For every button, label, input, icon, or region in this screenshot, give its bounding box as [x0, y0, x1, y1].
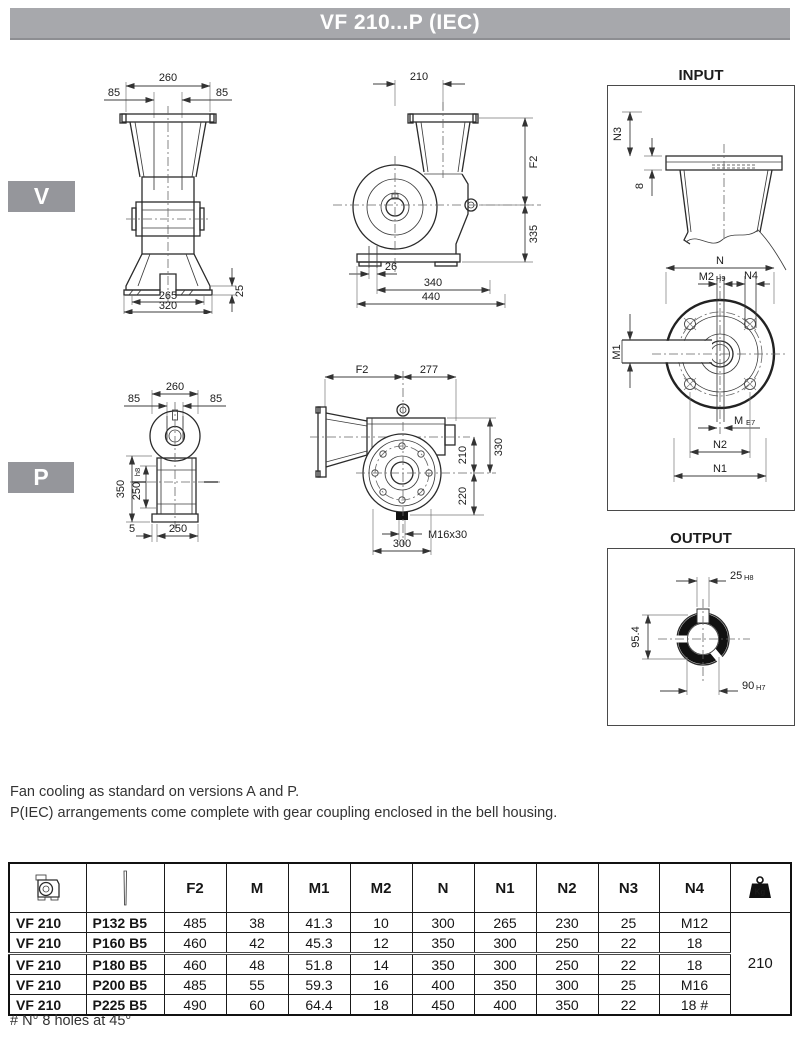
value-cell: 350 [474, 975, 536, 995]
input-title: INPUT [678, 67, 724, 84]
motor-cell: P225 B5 [86, 995, 164, 1016]
value-cell: 300 [474, 954, 536, 975]
col-n2: N2 [536, 863, 598, 913]
value-cell: 350 [412, 954, 474, 975]
dim-277: 277 [419, 364, 439, 376]
dim-440: 440 [421, 291, 441, 303]
col-n3: N3 [598, 863, 659, 913]
value-cell: 64.4 [288, 995, 350, 1016]
spec-table-body [9, 913, 791, 1016]
value-cell: 22 [598, 954, 659, 975]
dim-f2: F2 [528, 155, 540, 169]
dim-210: 210 [457, 445, 469, 465]
value-cell: 41.3 [288, 913, 350, 933]
v-side-drawing [285, 62, 575, 317]
value-cell: 485 [164, 975, 226, 995]
dim-260: 260 [158, 72, 178, 84]
value-cell: M16 [659, 975, 730, 995]
spec-table [8, 862, 792, 1016]
value-cell: 485 [164, 913, 226, 933]
value-cell: 250 [536, 933, 598, 954]
dim-f2: F2 [355, 364, 369, 376]
dim-5: 5 [128, 523, 136, 535]
dim-25h8-tol: H8 [744, 573, 754, 582]
value-cell: 250 [536, 954, 598, 975]
dim-n1: N1 [712, 463, 728, 475]
value-cell: 22 [598, 995, 659, 1016]
notes [10, 782, 557, 824]
page-title: VF 210...P (IEC) [10, 8, 790, 40]
value-cell: 14 [350, 954, 412, 975]
weight-icon-header [730, 863, 791, 913]
value-cell: 490 [164, 995, 226, 1016]
dim-95-4: 95.4 [630, 626, 642, 648]
dim-300: 300 [392, 538, 412, 550]
p-side-dims-top [325, 364, 456, 421]
motor-cell: P132 B5 [86, 913, 164, 933]
weight-cell: 210 [730, 913, 791, 1016]
dim-85-left: 85 [127, 393, 141, 405]
dim-90h7-tol: H7 [756, 683, 766, 692]
col-n4: N4 [659, 863, 730, 913]
output-bore [658, 599, 750, 683]
value-cell: 300 [536, 975, 598, 995]
motor-cell: P180 B5 [86, 954, 164, 975]
output-title: OUTPUT [670, 530, 732, 547]
gearbox-icon-header [9, 863, 86, 913]
value-cell: 460 [164, 954, 226, 975]
table-row [9, 913, 791, 933]
value-cell: 42 [226, 933, 288, 954]
dim-25h8: 25 [730, 570, 743, 582]
weight-kg-icon [747, 875, 773, 901]
output-dims [630, 570, 766, 695]
col-m: M [226, 863, 288, 913]
col-n: N [412, 863, 474, 913]
dim-320: 320 [158, 300, 178, 312]
version-badge-p: P [8, 462, 74, 493]
value-cell: 25 [598, 975, 659, 995]
model-cell: VF 210 [9, 995, 86, 1016]
col-f2: F2 [164, 863, 226, 913]
gearbox-icon [30, 872, 66, 904]
v-front-drawing [80, 62, 250, 314]
version-badge-v: V [8, 181, 75, 212]
input-flange-face [611, 255, 788, 482]
kg-label: Kg [754, 887, 766, 897]
value-cell: M12 [659, 913, 730, 933]
dim-8: 8 [634, 182, 646, 190]
value-cell: 48 [226, 954, 288, 975]
table-row [9, 975, 791, 995]
dim-25: 25 [234, 284, 246, 298]
value-cell: 18 [350, 995, 412, 1016]
value-cell: 51.8 [288, 954, 350, 975]
drain-plug [396, 512, 408, 520]
value-cell: 400 [412, 975, 474, 995]
col-m1: M1 [288, 863, 350, 913]
dim-n4: N4 [743, 270, 759, 282]
value-cell: 45.3 [288, 933, 350, 954]
input-drawing [608, 86, 792, 508]
table-row [9, 954, 791, 975]
motor-cell: P160 B5 [86, 933, 164, 954]
dim-90h7: 90 [742, 680, 755, 692]
motor-shaft-icon [119, 869, 131, 907]
p-front-dims-left [115, 456, 157, 522]
footnote: # N° 8 holes at 45° [10, 1013, 132, 1029]
motor-shaft-icon-header [86, 863, 164, 913]
model-cell: VF 210 [9, 913, 86, 933]
p-front-drawing [80, 372, 245, 560]
model-cell: VF 210 [9, 933, 86, 954]
dim-220: 220 [457, 486, 469, 506]
dim-m2-tol: H9 [716, 274, 726, 283]
p-side-drawing [298, 363, 533, 568]
table-row [9, 995, 791, 1016]
v-side-dims-right [462, 118, 540, 262]
value-cell: 300 [412, 913, 474, 933]
value-cell: 18 [659, 954, 730, 975]
dim-350: 350 [115, 479, 127, 499]
dim-250: 250 [168, 523, 188, 535]
value-cell: 400 [474, 995, 536, 1016]
note-line-1: Fan cooling as standard on versions A and P. [10, 784, 300, 800]
col-n1: N1 [474, 863, 536, 913]
output-panel [607, 531, 795, 726]
dim-335: 335 [528, 224, 540, 244]
dim-85-right: 85 [209, 393, 223, 405]
value-cell: 350 [412, 933, 474, 954]
dim-m16x30: M16x30 [428, 529, 468, 541]
dim-n3: N3 [612, 126, 624, 142]
p-front-body [130, 402, 220, 532]
dim-m-tol: E7 [746, 418, 756, 427]
model-cell: VF 210 [9, 975, 86, 995]
value-cell: 22 [598, 933, 659, 954]
input-bell-section [612, 112, 786, 270]
note-line-2: P(IEC) arrangements come complete with gear coupling enclosed in the bell housing. [10, 805, 558, 821]
dim-m: M [734, 415, 744, 427]
col-m2: M2 [350, 863, 412, 913]
value-cell: 350 [536, 995, 598, 1016]
value-cell: 10 [350, 913, 412, 933]
dim-250h8-tol: h8 [133, 467, 142, 477]
dim-n: N [716, 255, 724, 267]
value-cell: 18 [659, 933, 730, 954]
motor-cell: P200 B5 [86, 975, 164, 995]
value-cell: 460 [164, 933, 226, 954]
v-side-body [333, 102, 541, 274]
dim-85-left: 85 [107, 87, 121, 99]
p-front-dims-bottom [129, 523, 198, 542]
dim-330: 330 [493, 437, 505, 457]
value-cell: 59.3 [288, 975, 350, 995]
dim-250h8: 250 [131, 481, 143, 501]
value-cell: 265 [474, 913, 536, 933]
dim-n2: N2 [712, 439, 728, 451]
model-cell: VF 210 [9, 954, 86, 975]
dim-340: 340 [423, 277, 443, 289]
value-cell: 55 [226, 975, 288, 995]
value-cell: 300 [474, 933, 536, 954]
dim-26: 26 [384, 261, 398, 273]
v-side-dims-bottom [349, 261, 505, 308]
dim-m1: M1 [611, 344, 623, 360]
value-cell: 60 [226, 995, 288, 1016]
v-side-dims-top [373, 71, 465, 110]
value-cell: 38 [226, 913, 288, 933]
v-front-body [120, 106, 216, 302]
p-side-dims-bottom [373, 509, 467, 555]
input-panel [607, 68, 795, 511]
dim-265: 265 [158, 290, 178, 302]
value-cell: 18 # [659, 995, 730, 1016]
value-cell: 25 [598, 913, 659, 933]
output-drawing [608, 549, 792, 723]
value-cell: 16 [350, 975, 412, 995]
value-cell: 450 [412, 995, 474, 1016]
dim-85-right: 85 [215, 87, 229, 99]
value-cell: 12 [350, 933, 412, 954]
dim-m2: M2 [698, 271, 714, 283]
value-cell: 230 [536, 913, 598, 933]
spec-table-head [9, 863, 791, 913]
dim-210: 210 [409, 71, 429, 83]
dim-260: 260 [165, 381, 185, 393]
table-row [9, 933, 791, 954]
